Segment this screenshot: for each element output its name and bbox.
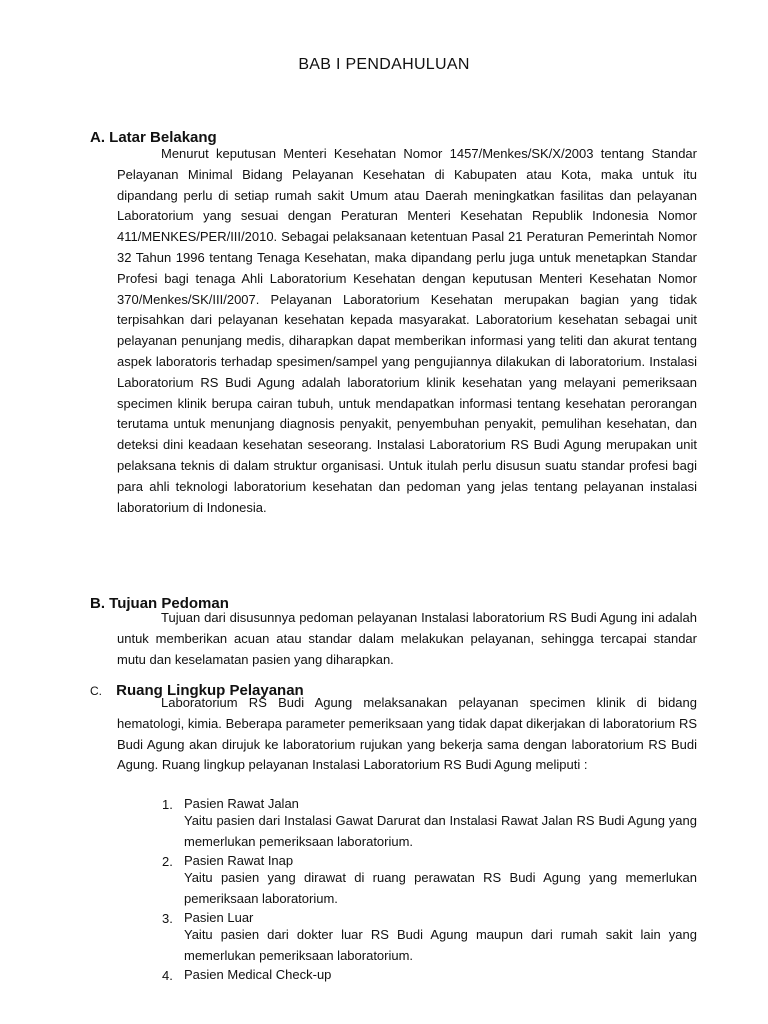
list-item-title: Pasien Rawat Inap [184,853,294,868]
scope-list [160,797,697,982]
list-item-title: Pasien Medical Check-up [184,967,332,982]
list-item-number: 2. [162,854,173,869]
list-item-title: Pasien Rawat Jalan [184,796,299,811]
section-c-label: C. [90,684,102,698]
section-c-paragraph: Laboratorium RS Budi Agung melaksanakan pelayanan specimen klinik di bidang hematologi, kimia. Beberapa parameter pemeriksaan yang tidak dapat dikerjakan di laboratorium RS Budi Agung akan dirujuk ke laboratorium rujukan yang bekerja sama dengan laboratorium RS Budi Agung. Ruang lingkup pelayanan Instalasi Laboratorium RS Budi Agung meliputi : [117,695,697,773]
list-item-description: Yaitu pasien dari Instalasi Gawat Darurat dan Instalasi Rawat Jalan RS Budi Agung yang memerlukan pemeriksaan laboratorium. [184,813,697,849]
section-a-paragraph: Menurut keputusan Menteri Kesehatan Nomor 1457/Menkes/SK/X/2003 tentang Standar Pelayanan Minimal Bidang Pelayanan Kesehatan di Kabupaten atau Kota, maka untuk itu dipandang perlu di setiap rumah sakit Umum atau Daerah meningkatkan fasilitas dan pelayanan Laboratorium yang sesuai dengan Peraturan Menteri Kesehatan Republik Indonesia Nomor 411/MENKES/PER/III/2010. Sebagai pelaksanaan ketentuan Pasal 21 Peraturan Pemerintah Nomor 32 Tahun 1996 tentang Tenaga Kesehatan, maka dipandang perlu juga untuk menetapkan Standar Profesi bagi tenaga Ahli Laboratorium Kesehatan dengan keputusan Menteri Kesehatan Nomor 370/Menkes/SK/III/2007. Pelayanan Laboratorium Kesehatan merupakan bagian yang tidak terpisahkan dari pelayanan kesehatan kepada masyarakat. Laboratorium kesehatan sebagai unit pelayanan penunjang medis, diharapkan dapat memberikan informasi yang teliti dan akurat tentang aspek laboratoris terhadap spesimen/sampel yang pengujiannya dilakukan di laboratorium. Instalasi Laboratorium RS Budi Agung adalah laboratorium klinik kesehatan yang melayani pemeriksaan specimen klinik berupa cairan tubuh, untuk mendapatkan informasi tentang kesehatan perorangan terutama untuk menunjang diagnosis penyakit, penyembuhan penyakit, pemulihan kesehatan, dan deteksi dini keadaan kesehatan seseorang. Instalasi Laboratorium RS Budi Agung merupakan unit pelaksana teknis di dalam struktur organisasi. Untuk itulah perlu disusun suatu standar profesi bagi para ahli teknologi laboratorium kesehatan dan pedoman yang jelas tentang pelayanan instalasi laboratorium di Indonesia. [117,146,697,515]
section-b-paragraph: Tujuan dari disusunnya pedoman pelayanan Instalasi laboratorium RS Budi Agung ini adalah untuk memberikan acuan atau standar dalam melakukan pelayanan, sehingga tercapai standar mutu dan keselamatan pasien yang diharapkan. [117,610,697,667]
page-title: BAB I PENDAHULUAN [298,56,470,73]
section-b-title: Tujuan Pedoman [109,595,229,612]
list-item-title: Pasien Luar [184,910,254,925]
list-item [160,854,697,909]
list-item-description: Yaitu pasien dari dokter luar RS Budi Agung maupun dari rumah sakit lain yang memerlukan pemeriksaan laboratorium. [184,927,697,963]
list-item [160,797,697,852]
section-a-label: A. [90,129,105,146]
section-a-title: Latar Belakang [109,129,217,146]
section-b-label: B. [90,595,105,612]
list-item-description: Yaitu pasien yang dirawat di ruang perawatan RS Budi Agung yang memerlukan pemeriksaan laboratorium. [184,870,697,906]
list-item-number: 4. [162,968,173,983]
list-item [160,968,697,982]
list-item-number: 3. [162,911,173,926]
list-item-number: 1. [162,797,173,812]
section-c-title: Ruang Lingkup Pelayanan [116,682,304,699]
list-item [160,911,697,966]
